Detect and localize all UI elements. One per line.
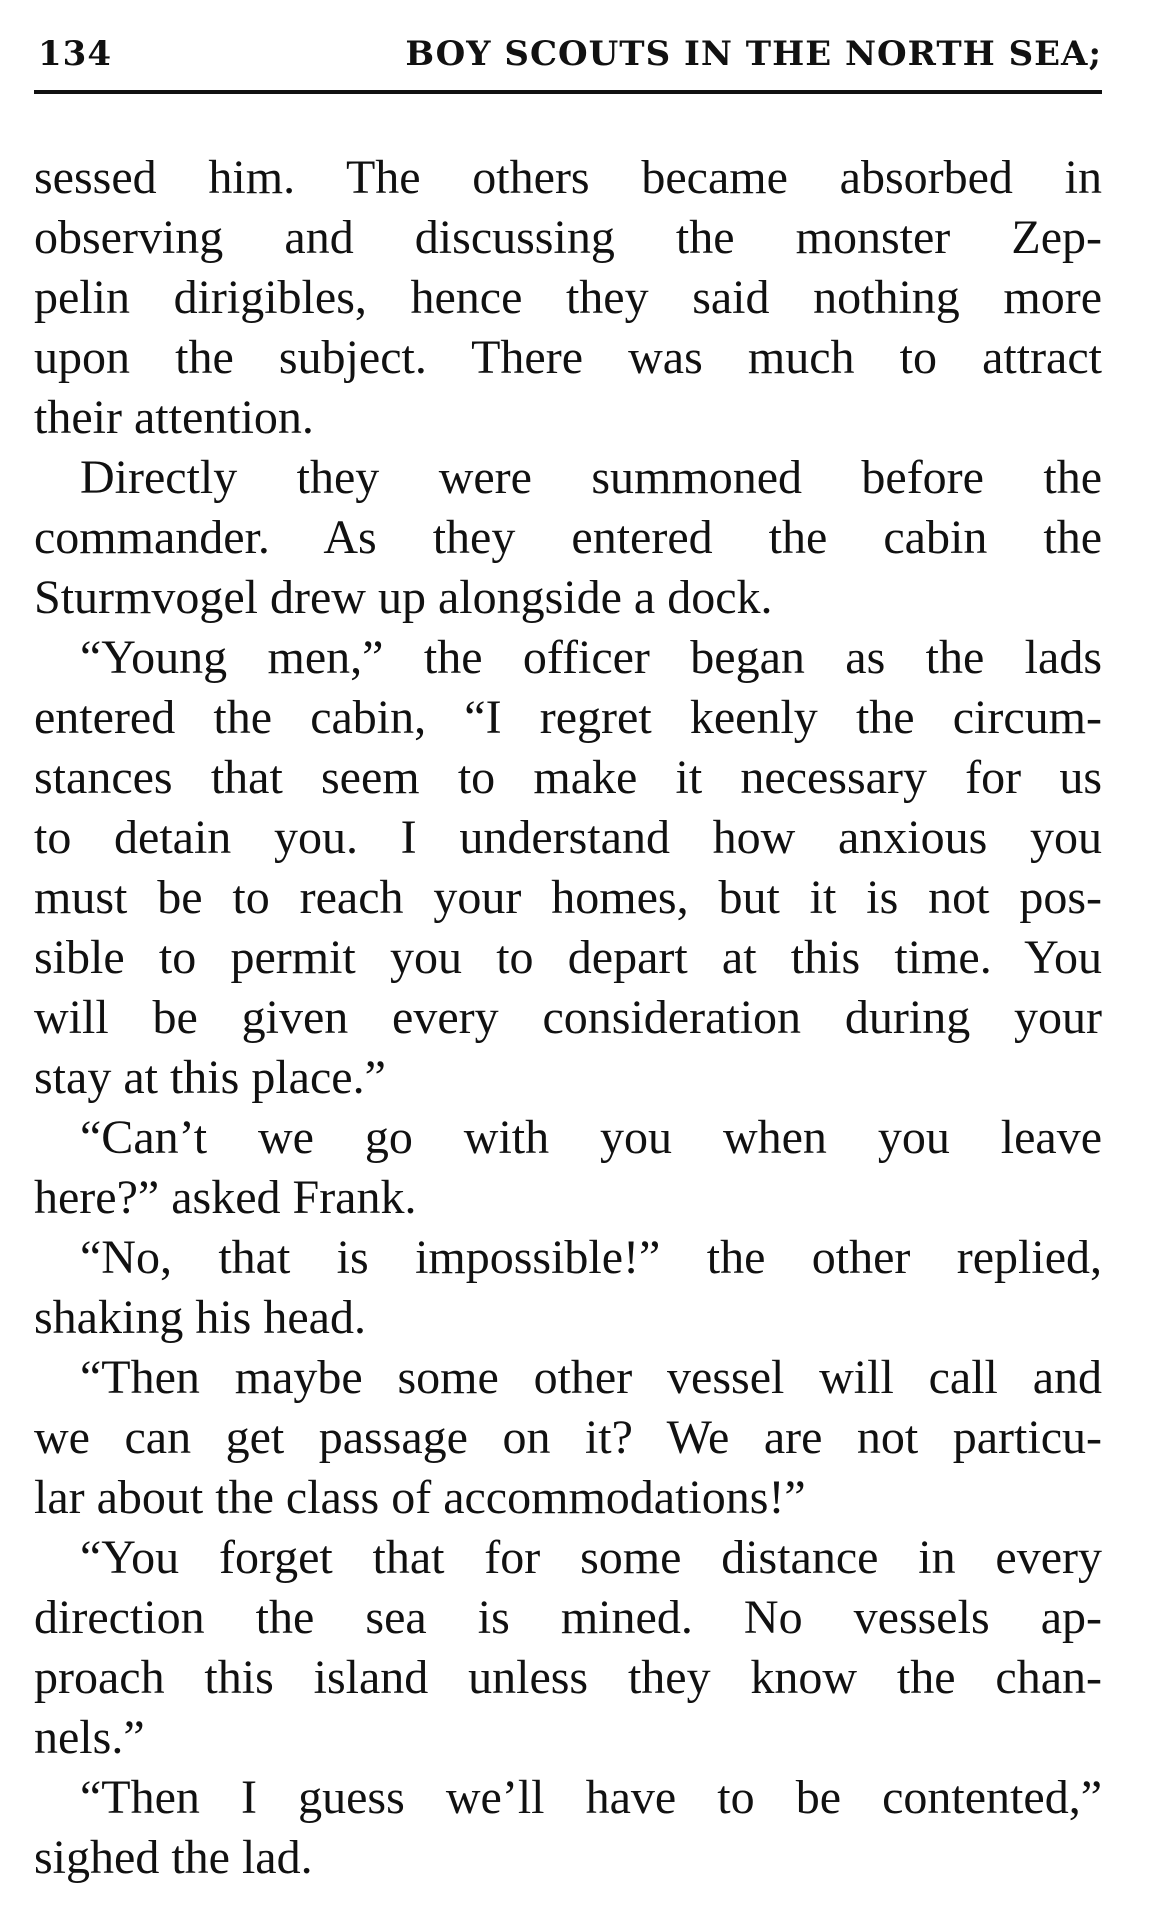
text-line: commander. As they entered the cabin the bbox=[34, 511, 1102, 564]
text-line: here?” asked Frank. bbox=[34, 1171, 417, 1224]
text-line: “Young men,” the officer began as the lads bbox=[80, 631, 1102, 684]
text-line: “Then maybe some other vessel will call and bbox=[80, 1351, 1102, 1404]
text-line: Directly they were summoned before the bbox=[80, 451, 1102, 504]
text-line: to detain you. I understand how anxious you bbox=[34, 811, 1102, 864]
text-line: pelin dirigibles, hence they said nothing more bbox=[34, 271, 1102, 324]
text-line: “You forget that for some distance in every bbox=[80, 1531, 1102, 1584]
text-line: “Then I guess we’ll have to be contented,” bbox=[80, 1771, 1102, 1824]
text-line: stay at this place.” bbox=[34, 1051, 386, 1104]
text-line: sible to permit you to depart at this time. You bbox=[34, 931, 1102, 984]
page-number: 134 bbox=[38, 34, 112, 74]
text-line: sighed the lad. bbox=[34, 1831, 313, 1884]
text-line: upon the subject. There was much to attract bbox=[34, 331, 1102, 384]
text-line: lar about the class of accommodations!” bbox=[34, 1471, 806, 1524]
running-title: BOY SCOUTS IN THE NORTH SEA; bbox=[405, 34, 1102, 74]
text-line: nels.” bbox=[34, 1711, 145, 1764]
text-line: Sturmvogel drew up alongside a dock. bbox=[34, 571, 773, 624]
text-line: proach this island unless they know the chan- bbox=[34, 1651, 1102, 1704]
text-line: their attention. bbox=[34, 391, 314, 444]
text-line: direction the sea is mined. No vessels ap- bbox=[34, 1591, 1102, 1644]
header-rule bbox=[34, 90, 1102, 94]
text-line: stances that seem to make it necessary for us bbox=[34, 751, 1102, 804]
text-line: we can get passage on it? We are not particu- bbox=[34, 1411, 1102, 1464]
text-line: sessed him. The others became absorbed in bbox=[34, 151, 1102, 204]
text-line: “Can’t we go with you when you leave bbox=[80, 1111, 1102, 1164]
body-text bbox=[34, 148, 1102, 1888]
running-head bbox=[34, 18, 1102, 76]
book-page bbox=[34, 18, 1102, 1884]
text-line: observing and discussing the monster Zep- bbox=[34, 211, 1102, 264]
text-line: will be given every consideration during your bbox=[34, 991, 1102, 1044]
text-line: entered the cabin, “I regret keenly the circum- bbox=[34, 691, 1102, 744]
text-line: “No, that is impossible!” the other replied, bbox=[80, 1231, 1102, 1284]
text-line: must be to reach your homes, but it is not pos- bbox=[34, 871, 1102, 924]
text-line: shaking his head. bbox=[34, 1291, 366, 1344]
